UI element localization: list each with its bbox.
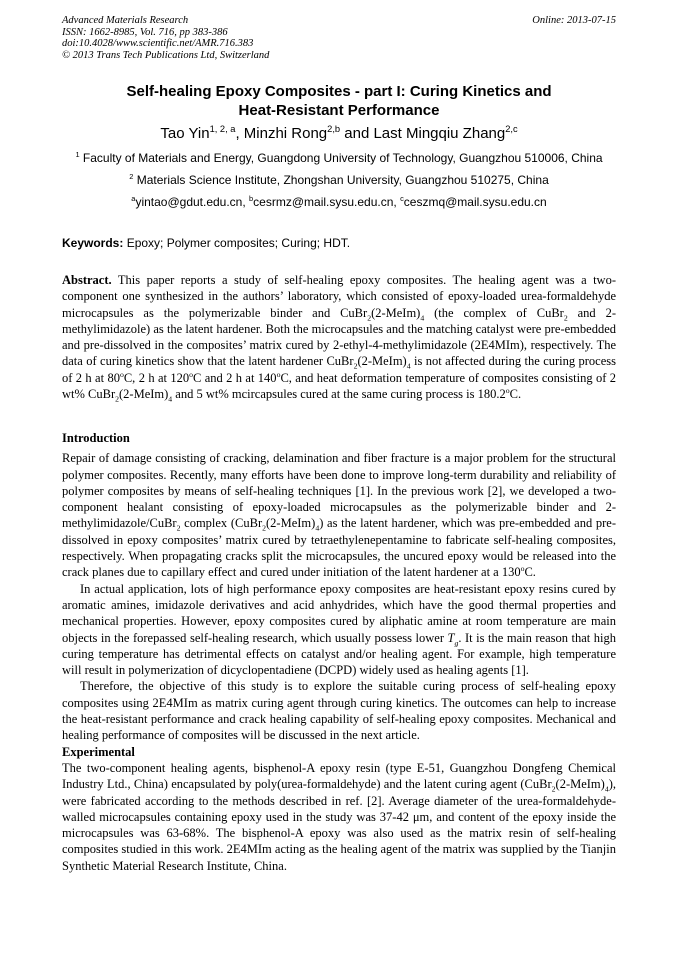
abstract-text: and 2-methylimidazole) as the latent hardener. Both the microcapsules and the matching catalyst were pre-embedded and pre-dissolved in the composites’ matrix cured by 2-ethyl-4-methylimidazole (2E4MIm), respectively. The data of curing kinetics show that the latent hardener CuBr bbox=[62, 305, 616, 369]
intro-text: Repair of damage consisting of cracking, delamination and fiber fracture is a major problem for the structural polymer composites. Recently, many efforts have been done to improve long-term durability and reliability of polymer composites by means of self-healing techniques [1]. In the previous work [2], we developed a two-component healant consisting of epoxy-loaded microcapsules as the polymerizable binder and 2-methylimidazole/CuBr bbox=[62, 451, 616, 531]
abstract-text: (2-MeIm) bbox=[119, 387, 169, 402]
abstract-text: (2-MeIm) bbox=[371, 305, 421, 320]
author-3: Last Mingqiu Zhang bbox=[373, 125, 506, 142]
subscript: 2 bbox=[367, 313, 372, 323]
experimental-text: The two-component healing agents, bisphenol-A epoxy resin (type E-51, Guangzhou Dongfeng Chemical Industry Ltd., China) encapsulated by poly(urea-formaldehyde) and the latent curing agent (CuBr bbox=[62, 760, 616, 792]
author-1: Tao Yin bbox=[160, 125, 210, 142]
copyright-line: © 2013 Trans Tech Publications Ltd, Switzerland bbox=[62, 49, 270, 61]
abstract-text: (2-MeIm) bbox=[357, 354, 407, 369]
affiliation-1 bbox=[62, 151, 616, 166]
subscript: 4 bbox=[420, 313, 425, 323]
subscript: 4 bbox=[604, 784, 609, 794]
paper-title bbox=[62, 82, 616, 120]
author-separator: , bbox=[235, 125, 244, 142]
abstract-text: C and 2 h at 140 bbox=[192, 370, 277, 385]
affiliation-2-text: Materials Science Institute, Zhongshan University, Guangzhou 510275, China bbox=[133, 173, 549, 187]
subscript: 4 bbox=[406, 361, 411, 371]
subscript: 2 bbox=[262, 523, 267, 533]
abstract-text: C. bbox=[509, 387, 522, 402]
intro-paragraph-1 bbox=[62, 450, 616, 580]
degree-mark: o bbox=[119, 369, 124, 379]
affiliation-2-number: 2 bbox=[129, 172, 134, 181]
intro-text: . It is the main reason that high curing temperature has detrimental effects on catalyst and/or healing agent. For example, high temperature will result in polymerization of dicyclopentadiene (DCPD) widely used as healing agents [1]. bbox=[62, 630, 617, 678]
subscript: 2 bbox=[115, 394, 119, 404]
subscript: 2 bbox=[551, 784, 556, 794]
abstract bbox=[62, 272, 616, 402]
experimental-heading: Experimental bbox=[62, 744, 135, 759]
intro-text: C. bbox=[524, 565, 536, 580]
experimental-text: (2-MeIm) bbox=[555, 777, 605, 792]
title-line-1: Self-healing Epoxy Composites - part I: Curing Kinetics and bbox=[126, 83, 552, 100]
abstract-text: and 5 wt% mcircapsules cured at the same curing process is 180.2 bbox=[172, 387, 506, 402]
abstract-text: This paper reports a study of self-healing epoxy composites. The healing agent was a two-component one synthesized in the authors’ laboratory, which consisted of epoxy-loaded urea-formaldehyde microcapsules as the polymerizable binder and CuBr bbox=[62, 273, 616, 320]
doi-line: doi:10.4028/www.scientific.net/AMR.716.383 bbox=[62, 38, 254, 49]
email-b[interactable]: cesrmz@mail.sysu.edu.cn, bbox=[253, 195, 401, 209]
subscript: 2 bbox=[353, 361, 358, 371]
title-line-2: Heat-Resistant Performance bbox=[238, 102, 440, 119]
experimental-text: ), were fabricated according to the methods described in ref. [2]. Average diameter of the urea-formaldehyde-walled microcapsules containing epoxy used in the study was 37-42 μm, and content of the epoxy inside the microcapsules was 63-68%. The bisphenol-A epoxy was also used as the matrix resin of self-healing composites studied in this work. 2E4MIm acting as the healing agent of the matrix was supplied by the Tianjin Synthetic Material Research Institute, China. bbox=[62, 777, 616, 873]
keywords-text: Epoxy; Polymer composites; Curing; HDT. bbox=[123, 236, 351, 250]
intro-text: In actual application, lots of high performance epoxy composites are heat-resistant epoxy resins cured by aromatic amines, imidazole derivatives and acid anhydrides, which have the good thermal properties and mechanical properties. However, epoxy composites cured by aliphatic amine at room temperature are main objects in the forepassed self-healing research, which usually possess lower bbox=[62, 581, 616, 645]
email-a[interactable]: yintao@gdut.edu.cn, bbox=[135, 195, 250, 209]
author-list bbox=[62, 124, 616, 143]
subscript: 2 bbox=[563, 313, 568, 323]
introduction-heading: Introduction bbox=[62, 431, 130, 445]
subscript: 4 bbox=[168, 394, 173, 404]
intro-text: ) as the latent hardener, which was pre-embedded and pre-dissolved in epoxy composites’ matrix cured by tetraethylenepentamine to fabricate self-healing composites, respectively. When propagating cracks split the microcapsules, the uncured epoxy would be released into the crack planes due to capillary effect and cured under initiation of the latent hardener at a 130 bbox=[62, 516, 617, 580]
online-date: Online: 2013-07-15 bbox=[532, 15, 616, 26]
introduction-section bbox=[62, 430, 616, 874]
abstract-paragraph bbox=[62, 272, 616, 402]
journal-header bbox=[62, 15, 616, 61]
tg-symbol: T bbox=[447, 630, 455, 645]
abstract-text: is not affected during the curing process of 2 h at 80 bbox=[62, 354, 617, 385]
author-3-affil: 2,c bbox=[505, 124, 518, 134]
abstract-label: Abstract. bbox=[62, 273, 112, 287]
affiliation-1-number: 1 bbox=[75, 150, 80, 159]
subscript: 2 bbox=[176, 523, 181, 533]
degree-mark: o bbox=[505, 385, 510, 395]
abstract-text: C, 2 h at 120 bbox=[123, 370, 190, 385]
abstract-text: C, and heat deformation temperature of composites consisting of 2 wt% CuBr bbox=[62, 370, 616, 402]
keywords bbox=[62, 236, 616, 251]
email-a-marker: a bbox=[131, 194, 136, 203]
experimental-paragraph-1 bbox=[62, 760, 616, 874]
intro-paragraph-3: Therefore, the objective of this study is to explore the suitable curing process of self-healing epoxy composites using 2E4MIm as matrix curing agent through curing kinetics. The outcomes can help to increase the heat-resistant performance and crack healing capability of self-healing epoxy composites. Mechanical and healing performance of composites will be discussed in the next article. bbox=[62, 679, 616, 743]
email-c[interactable]: ceszmq@mail.sysu.edu.cn bbox=[403, 195, 547, 209]
author-1-affil: 1, 2, a bbox=[209, 124, 236, 134]
degree-mark: o bbox=[520, 564, 525, 574]
author-2-affil: 2,b bbox=[327, 124, 341, 134]
abstract-text: (the complex of CuBr bbox=[424, 305, 564, 320]
affiliation-1-text: Faculty of Materials and Energy, Guangdong University of Technology, Guangzhou 510006, China bbox=[79, 151, 603, 165]
affiliation-2 bbox=[62, 173, 616, 188]
issn-line: ISSN: 1662-8985, Vol. 716, pp 383-386 bbox=[62, 26, 228, 38]
email-line bbox=[62, 195, 616, 210]
intro-text: complex (CuBr bbox=[180, 516, 263, 531]
tg-subscript: g bbox=[454, 638, 459, 648]
intro-paragraph-2 bbox=[62, 581, 616, 679]
author-separator: and bbox=[340, 125, 374, 142]
keywords-label: Keywords: bbox=[62, 236, 124, 250]
author-2: Minzhi Rong bbox=[243, 125, 328, 142]
journal-name: Advanced Materials Research bbox=[62, 15, 189, 26]
degree-mark: o bbox=[276, 369, 281, 379]
email-b-marker: b bbox=[249, 194, 254, 203]
subscript: 4 bbox=[315, 523, 320, 533]
intro-text: (2-MeIm) bbox=[266, 516, 316, 531]
email-c-marker: c bbox=[400, 194, 404, 203]
degree-mark: o bbox=[189, 369, 193, 379]
